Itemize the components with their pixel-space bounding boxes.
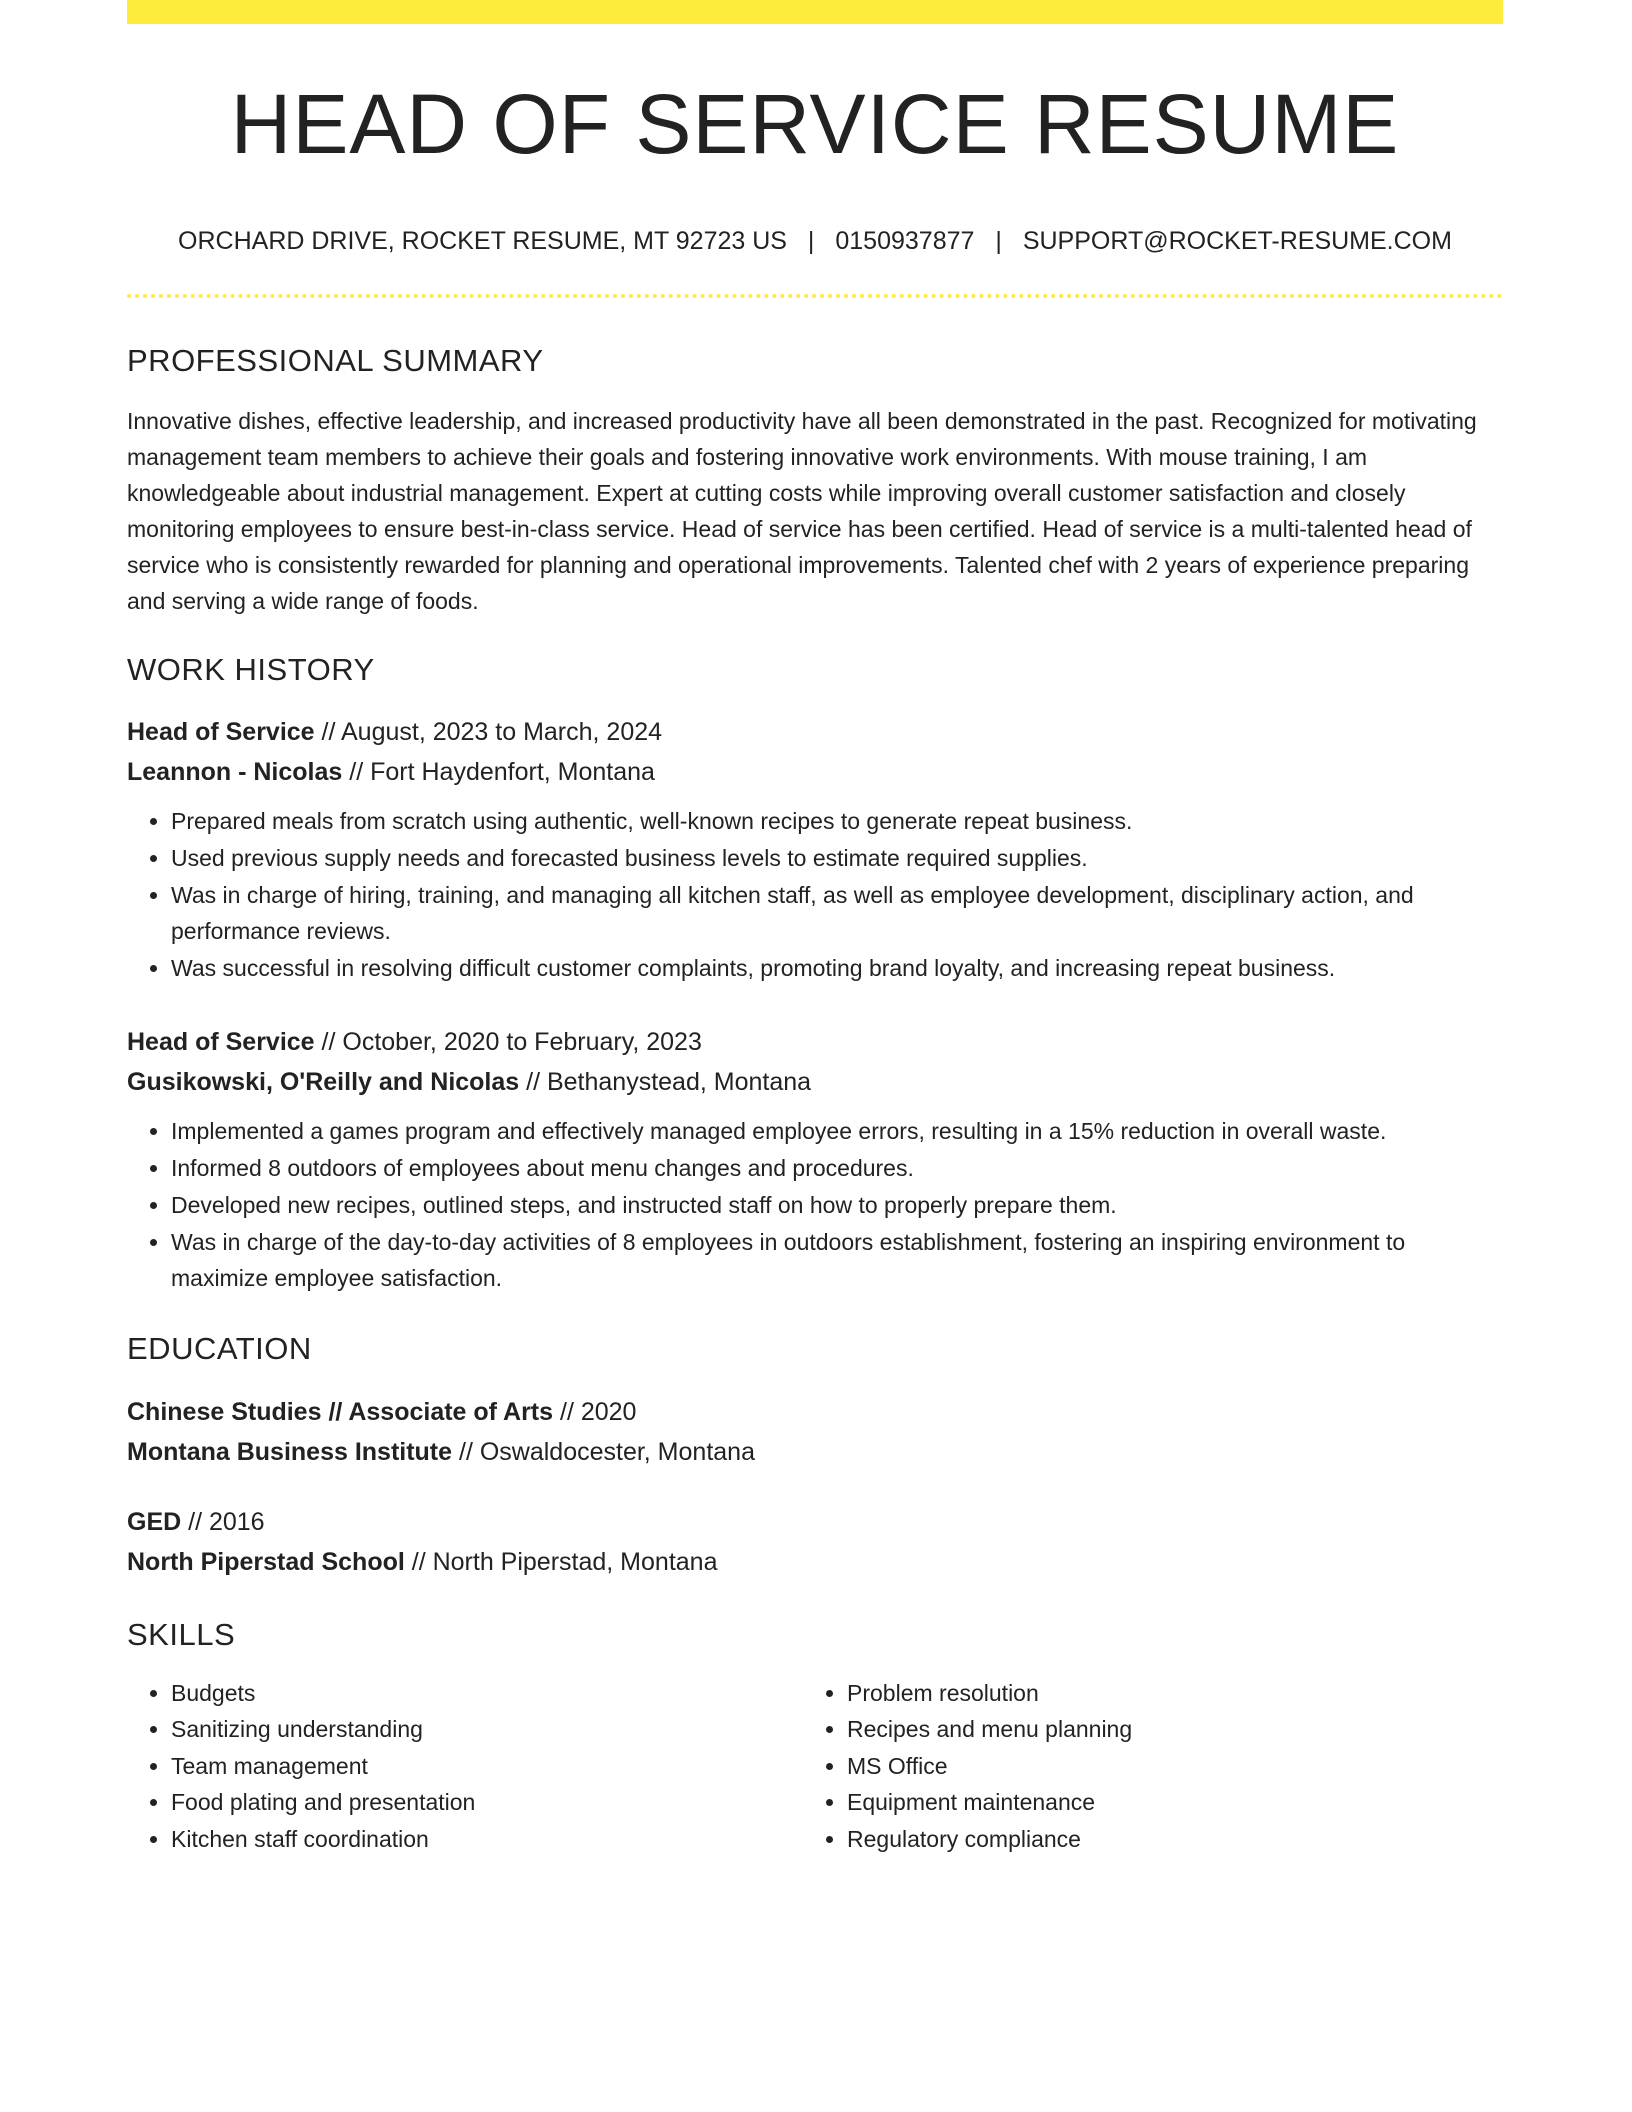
skills-heading: SKILLS bbox=[127, 1616, 236, 1652]
skill-item: • Recipes and menu planning bbox=[847, 1711, 1479, 1748]
education-entry bbox=[127, 1392, 1503, 1472]
education-degree: GED bbox=[127, 1507, 182, 1536]
skills-list-left bbox=[127, 1675, 803, 1858]
job-title: Head of Service bbox=[127, 1028, 315, 1057]
job-bullet: • Informed 8 outdoors of employees about menu changes and procedures. bbox=[171, 1150, 1503, 1186]
contact-separator: | bbox=[995, 227, 1002, 255]
job-bullet: • Prepared meals from scratch using authentic, well-known recipes to generate repeat business. bbox=[171, 803, 1503, 839]
job-bullet: • Was in charge of hiring, training, and managing all kitchen staff, as well as employee development, disciplinary action, and performance reviews. bbox=[171, 877, 1503, 949]
education-school: Montana Business Institute bbox=[127, 1437, 453, 1466]
skill-item: • Food plating and presentation bbox=[171, 1784, 803, 1821]
contact-line bbox=[127, 226, 1503, 256]
work-history-heading: WORK HISTORY bbox=[127, 652, 375, 688]
dotted-divider bbox=[127, 294, 1503, 298]
education-entry bbox=[127, 1502, 1503, 1582]
education-degree-line bbox=[127, 1392, 1503, 1432]
education-location: // North Piperstad, Montana bbox=[404, 1547, 718, 1576]
job-company: Gusikowski, O'Reilly and Nicolas bbox=[127, 1068, 520, 1097]
job-bullets bbox=[127, 1113, 1503, 1296]
education-degree: Chinese Studies // Associate of Arts bbox=[127, 1397, 554, 1426]
resume-page bbox=[127, 0, 1503, 1857]
education-degree-line bbox=[127, 1502, 1503, 1542]
job-title: Head of Service bbox=[127, 718, 315, 747]
job-location: // Bethanystead, Montana bbox=[519, 1068, 812, 1097]
job-dates: // October, 2020 to February, 2023 bbox=[314, 1028, 702, 1057]
job-title-line bbox=[127, 1022, 1503, 1062]
job-bullet: • Implemented a games program and effectively managed employee errors, resulting in a 15% reduction in overall waste. bbox=[171, 1113, 1503, 1149]
accent-top-bar bbox=[127, 0, 1503, 24]
skills-columns bbox=[127, 1675, 1503, 1858]
job-location: // Fort Haydenfort, Montana bbox=[342, 758, 655, 787]
education-school-line bbox=[127, 1542, 1503, 1582]
resume-title: HEAD OF SERVICE RESUME bbox=[230, 77, 1400, 171]
job-entry bbox=[127, 712, 1503, 986]
job-bullet: • Was successful in resolving difficult customer complaints, promoting brand loyalty, and increasing repeat business. bbox=[171, 950, 1503, 986]
job-company-line bbox=[127, 1062, 1503, 1102]
education-year: // 2016 bbox=[181, 1507, 265, 1536]
contact-phone: 0150937877 bbox=[835, 227, 975, 255]
skill-item: • Sanitizing understanding bbox=[171, 1711, 803, 1748]
job-bullets bbox=[127, 803, 1503, 986]
job-company: Leannon - Nicolas bbox=[127, 758, 343, 787]
education-heading: EDUCATION bbox=[127, 1331, 312, 1367]
summary-heading: PROFESSIONAL SUMMARY bbox=[127, 343, 544, 378]
skill-item: • Budgets bbox=[171, 1675, 803, 1712]
education-location: // Oswaldocester, Montana bbox=[452, 1437, 755, 1466]
skill-item: • MS Office bbox=[847, 1748, 1479, 1785]
job-company-line bbox=[127, 752, 1503, 792]
education-school: North Piperstad School bbox=[127, 1547, 405, 1576]
job-bullet: • Used previous supply needs and forecasted business levels to estimate required supplies. bbox=[171, 840, 1503, 876]
education-year: // 2020 bbox=[553, 1397, 637, 1426]
job-title-line bbox=[127, 712, 1503, 752]
contact-email: SUPPORT@ROCKET-RESUME.COM bbox=[1022, 227, 1452, 255]
skill-item: • Regulatory compliance bbox=[847, 1821, 1479, 1858]
skills-list-right bbox=[803, 1675, 1479, 1858]
contact-address: ORCHARD DRIVE, ROCKET RESUME, MT 92723 US bbox=[178, 227, 787, 255]
job-bullet: • Was in charge of the day-to-day activities of 8 employees in outdoors establishment, fostering an inspiring environment to maximize employee satisfaction. bbox=[171, 1224, 1503, 1296]
job-bullet: • Developed new recipes, outlined steps, and instructed staff on how to properly prepare them. bbox=[171, 1187, 1503, 1223]
skill-item: • Problem resolution bbox=[847, 1675, 1479, 1712]
contact-separator: | bbox=[807, 227, 815, 255]
skill-item: • Kitchen staff coordination bbox=[171, 1821, 803, 1858]
job-dates: // August, 2023 to March, 2024 bbox=[314, 718, 663, 747]
skill-item: • Equipment maintenance bbox=[847, 1784, 1479, 1821]
education-school-line bbox=[127, 1432, 1503, 1472]
job-entry bbox=[127, 1022, 1503, 1296]
skill-item: • Team management bbox=[171, 1748, 803, 1785]
summary-text: Innovative dishes, effective leadership, and increased productivity have all been demonstrated in the past. Recognized for motivating management team members to achieve their goals and fostering innovative work environments. With mouse training, I am knowledgeable about industrial management. Expert at cutting costs while improving overall customer satisfaction and closely monitoring employees to ensure best-in-class service. Head of service has been certified. Head of service is a multi-talented head of service who is consistently rewarded for planning and operational improvements. Talented chef with 2 years of experience preparing and serving a wide range of foods. bbox=[127, 408, 1477, 615]
